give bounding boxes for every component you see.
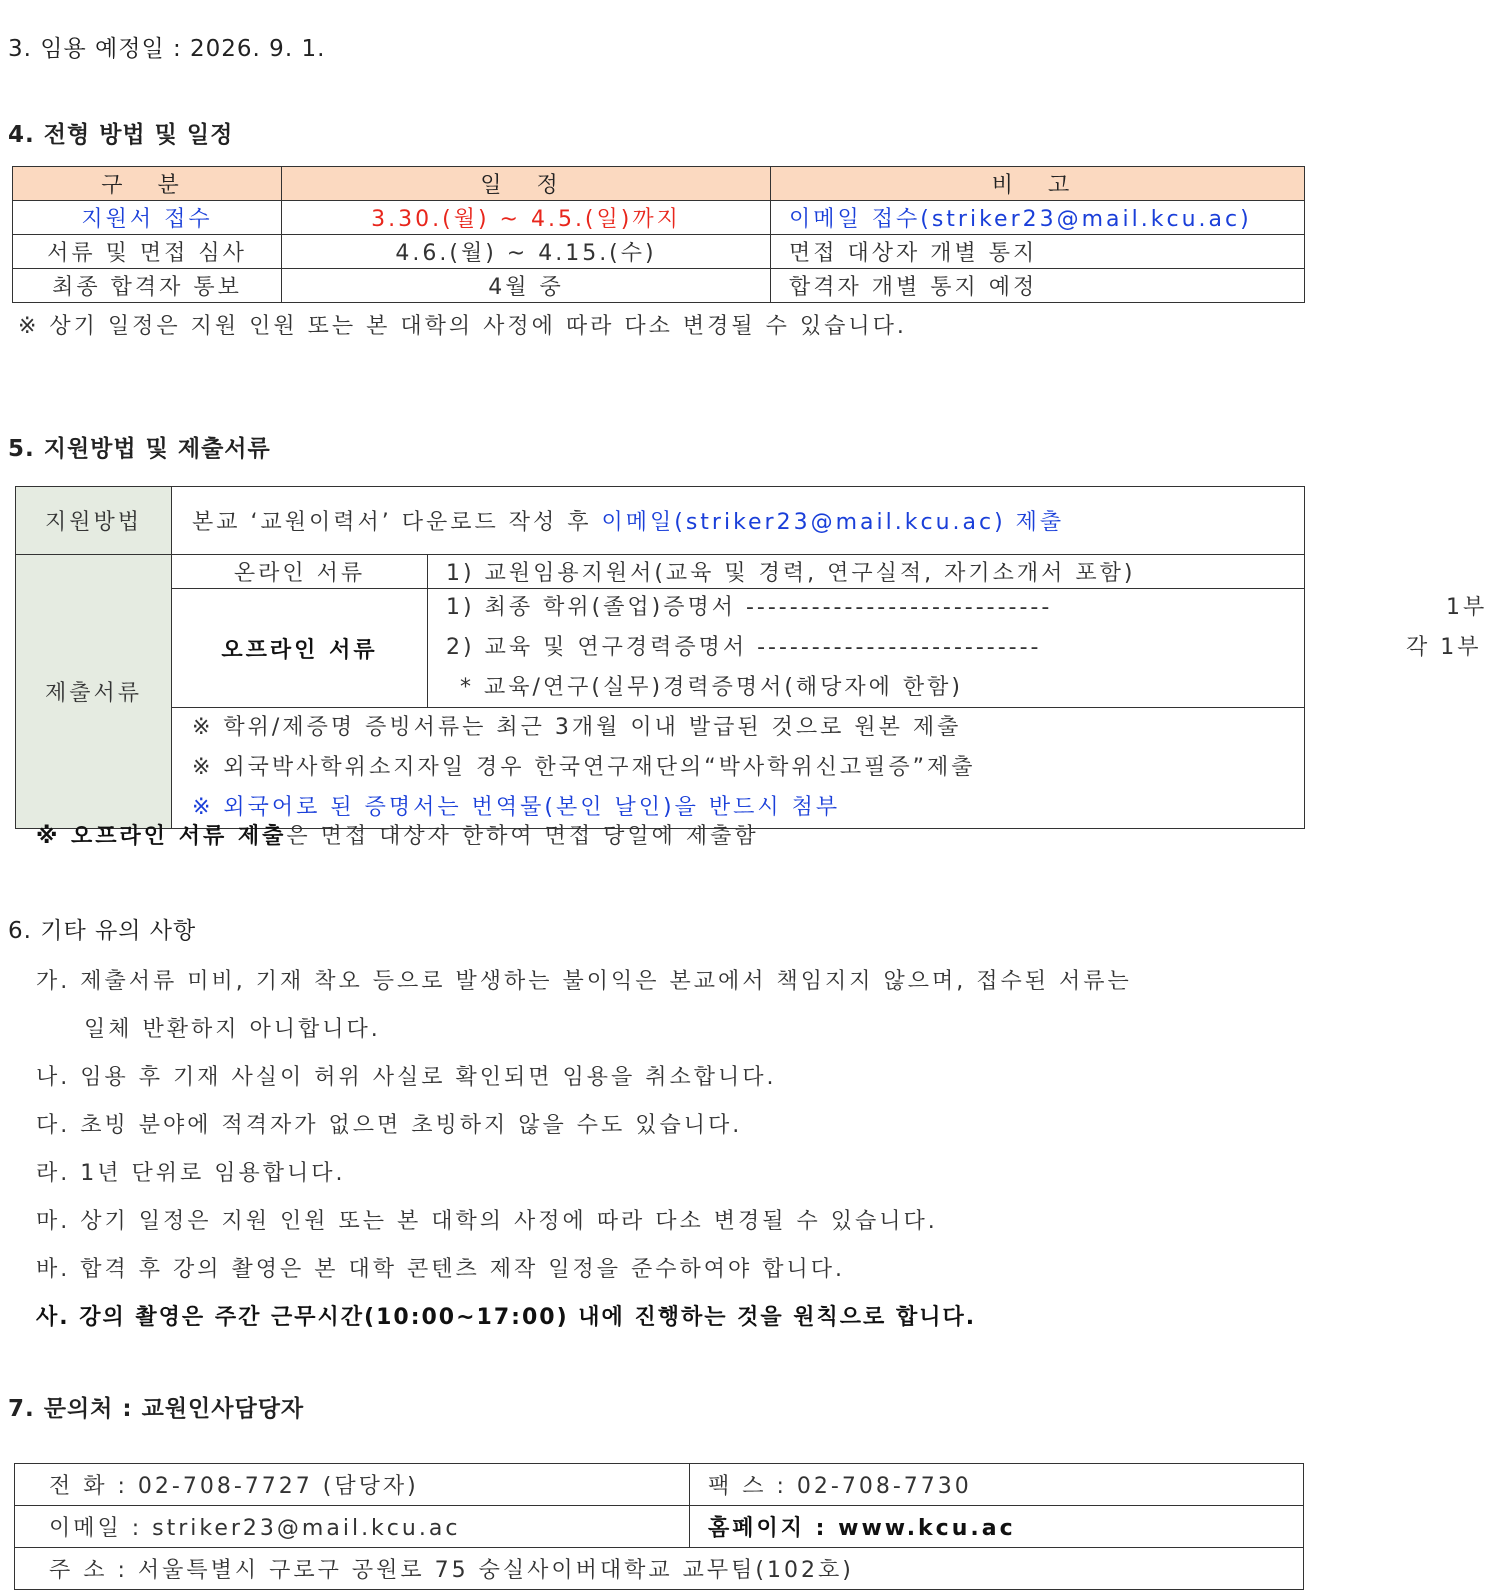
notice-item: 라. 1년 단위로 임용합니다. bbox=[36, 1161, 346, 1186]
row-category: 지원서 접수 bbox=[13, 201, 282, 235]
notice-item: 마. 상기 일정은 지원 인원 또는 본 대학의 사정에 따라 다소 변경될 수 있습니다. bbox=[36, 1209, 938, 1234]
section-7-title: 7. 문의처 : 교원인사담당자 bbox=[8, 1396, 305, 1422]
contact-table bbox=[14, 1463, 1304, 1590]
notice-item: 나. 임용 후 기재 사실이 허위 사실로 확인되면 임용을 취소합니다. bbox=[36, 1065, 777, 1090]
application-table bbox=[15, 486, 1487, 829]
row-category: 서류 및 면접 심사 bbox=[13, 235, 282, 269]
row-category: 최종 합격자 통보 bbox=[13, 269, 282, 303]
row-note: 면접 대상자 개별 통지 bbox=[771, 235, 1305, 269]
method-text: 본교 ‘교원이력서’ 다운로드 작성 후 bbox=[192, 510, 602, 535]
notice-item: 가. 제출서류 미비, 기재 착오 등으로 발생하는 불이익은 본교에서 책임지지 않으며, 접수된 서류는 bbox=[36, 969, 1132, 994]
row-schedule: 3.30.(월) ~ 4.5.(일)까지 bbox=[282, 201, 771, 235]
offline-item-text: 1) 최종 학위(졸업)증명서 ---------------------------- bbox=[446, 595, 1053, 620]
notes-cell bbox=[172, 708, 1305, 829]
contact-fax: 팩 스 : 02-708-7730 bbox=[690, 1464, 1304, 1506]
contact-address: 주 소 : 서울특별시 구로구 공원로 75 숭실사이버대학교 교무팀(102호) bbox=[15, 1548, 1304, 1590]
method-row bbox=[16, 487, 1305, 555]
schedule-row bbox=[13, 235, 1305, 269]
schedule-header-row bbox=[13, 167, 1305, 201]
note-line: ※ 외국어로 된 증명서는 번역물(본인 날인)을 반드시 첨부 bbox=[192, 795, 841, 820]
offline-item bbox=[446, 589, 1487, 627]
schedule-row bbox=[13, 201, 1305, 235]
method-label: 지원방법 bbox=[16, 487, 172, 555]
notice-item: 바. 합격 후 강의 촬영은 본 대학 콘텐츠 제작 일정을 준수하여야 합니다. bbox=[36, 1257, 845, 1282]
contact-row bbox=[15, 1464, 1304, 1506]
contact-row bbox=[15, 1548, 1304, 1590]
row-note: 합격자 개별 통지 예정 bbox=[771, 269, 1305, 303]
notice-item: 사. 강의 촬영은 주간 근무시간(10:00~17:00) 내에 진행하는 것을 원칙으로 합니다. bbox=[36, 1305, 977, 1330]
method-email: 이메일(striker23@mail.kcu.ac) 제출 bbox=[601, 510, 1065, 535]
notice-item: 다. 초빙 분야에 적격자가 없으면 초빙하지 않을 수도 있습니다. bbox=[36, 1113, 743, 1138]
header-category: 구 분 bbox=[13, 167, 282, 201]
offline-items bbox=[428, 589, 1487, 708]
note-line: ※ 학위/제증명 증빙서류는 최근 3개월 이내 발급된 것으로 원본 제출 bbox=[192, 715, 962, 740]
offline-row bbox=[16, 589, 1305, 708]
contact-phone: 전 화 : 02-708-7727 (담당자) bbox=[15, 1464, 690, 1506]
contact-email: 이메일 : striker23@mail.kcu.ac bbox=[15, 1506, 690, 1548]
contact-homepage: 홈페이지 : www.kcu.ac bbox=[690, 1506, 1304, 1548]
contact-row bbox=[15, 1506, 1304, 1548]
notice-item: 일체 반환하지 아니합니다. bbox=[84, 1017, 381, 1042]
offline-note: * 교육/연구(실무)경력증명서(해당자에 한함) bbox=[460, 675, 964, 700]
online-item: 1) 교원임용지원서(교육 및 경력, 연구실적, 자기소개서 포함) bbox=[428, 555, 1305, 589]
docs-label: 제출서류 bbox=[16, 555, 172, 829]
header-note: 비 고 bbox=[771, 167, 1305, 201]
row-schedule: 4.6.(월) ~ 4.15.(수) bbox=[282, 235, 771, 269]
offline-item-count: 각 1부 bbox=[1406, 635, 1482, 660]
offline-label: 오프라인 서류 bbox=[172, 589, 428, 708]
header-schedule: 일 정 bbox=[282, 167, 771, 201]
section-4-title: 4. 전형 방법 및 일정 bbox=[8, 122, 234, 148]
section-6-title: 6. 기타 유의 사항 bbox=[8, 918, 197, 944]
section-5-title: 5. 지원방법 및 제출서류 bbox=[8, 436, 271, 462]
appointment-date: 3. 임용 예정일 : 2026. 9. 1. bbox=[8, 36, 326, 62]
offline-footnote-rest: 은 면접 대상자 한하여 면접 당일에 제출함 bbox=[286, 824, 759, 849]
online-label: 온라인 서류 bbox=[172, 555, 428, 589]
schedule-footnote: ※ 상기 일정은 지원 인원 또는 본 대학의 사정에 따라 다소 변경될 수 있습니다. bbox=[18, 314, 907, 339]
offline-item-text: 2) 교육 및 연구경력증명서 -------------------------- bbox=[446, 635, 1042, 660]
row-note: 이메일 접수(striker23@mail.kcu.ac) bbox=[771, 201, 1305, 235]
row-schedule: 4월 중 bbox=[282, 269, 771, 303]
offline-footnote bbox=[36, 819, 759, 850]
notes-row bbox=[16, 708, 1305, 829]
method-cell bbox=[172, 487, 1305, 555]
offline-item bbox=[446, 627, 1482, 669]
schedule-row bbox=[13, 269, 1305, 303]
offline-footnote-bold: ※ 오프라인 서류 제출 bbox=[36, 824, 287, 849]
schedule-table bbox=[12, 166, 1305, 303]
offline-item-count: 1부 bbox=[1446, 595, 1487, 620]
note-line: ※ 외국박사학위소지자일 경우 한국연구재단의“박사학위신고필증”제출 bbox=[192, 755, 976, 780]
online-row bbox=[16, 555, 1305, 589]
